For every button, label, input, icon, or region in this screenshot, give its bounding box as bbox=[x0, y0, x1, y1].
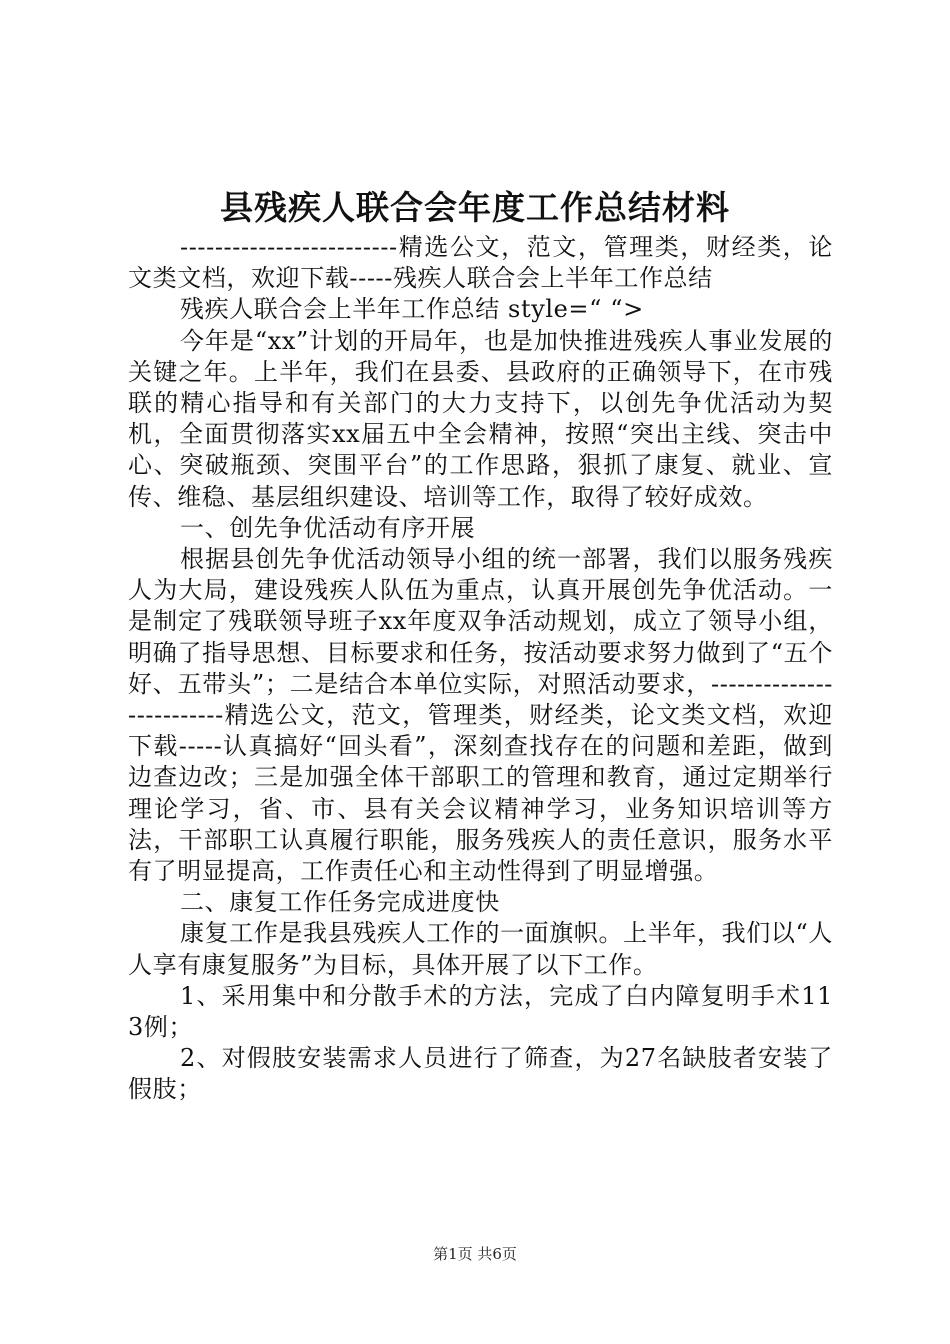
list-item-2: 2、对假肢安装需求人员进行了筛查，为27名缺肢者安装了假肢； bbox=[128, 1044, 833, 1104]
paragraph-intro: 今年是“xx”计划的开局年，也是加快推进残疾人事业发展的关键之年。上半年，我们在县委、县政府的正确领导下，在市残联的精心指导和有关部门的大力支持下，以创先争优活动为契机，全面贯彻落实xx届五中全会精神，按照“突出主线、突击中心、突破瓶颈、突围平台”的工作思路，狠抓了康复、就业、宣传、维稳、基层组织建设、培训等工作，取得了较好成效。 bbox=[128, 326, 833, 511]
document-body bbox=[128, 232, 833, 1106]
paragraph-subtitle: 残疾人联合会上半年工作总结 style=“ “> bbox=[180, 295, 644, 324]
section-heading-2: 二、康复工作任务完成进度快 bbox=[180, 888, 500, 917]
list-item-1: 1、采用集中和分散手术的方法，完成了白内障复明手术113例； bbox=[128, 981, 833, 1042]
section-heading-1: 一、创先争优活动有序开展 bbox=[180, 513, 476, 542]
document-title: 县残疾人联合会年度工作总结材料 bbox=[220, 188, 730, 227]
paragraph-section-1: 根据县创先争优活动领导小组的统一部署，我们以服务残疾人为大局，建设残疾人队伍为重点，认真开展创先争优活动。一是制定了残联领导班子xx年度双争活动规划，成立了领导小组，明确了指导思想、目标要求和任务，按活动要求努力做到了“五个好、五带头”；二是结合本单位实际，对照活动要求，-------------------------精选公文，范文，管理类，财经类，论文类文档，欢迎下载-----认真搞好“回头看”，深刻查找存在的问题和差距，做到边查边改；三是加强全体干部职工的管理和教育，通过定期举行理论学习，省、市、县有关会议精神学习，业务知识培训等方法，干部职工认真履行职能，服务残疾人的责任意识，服务水平有了明显提高，工作责任心和主动性得到了明显增强。 bbox=[128, 545, 833, 886]
paragraph-header-notice: -------------------------精选公文，范文，管理类，财经类，论文类文档，欢迎下载-----残疾人联合会上半年工作总结 bbox=[128, 233, 833, 293]
page-number: 第1页 共6页 bbox=[433, 1245, 517, 1263]
paragraph-section-2: 康复工作是我县残疾人工作的一面旗帜。上半年，我们以“人人享有康复服务”为目标，具体开展了以下工作。 bbox=[128, 919, 833, 979]
